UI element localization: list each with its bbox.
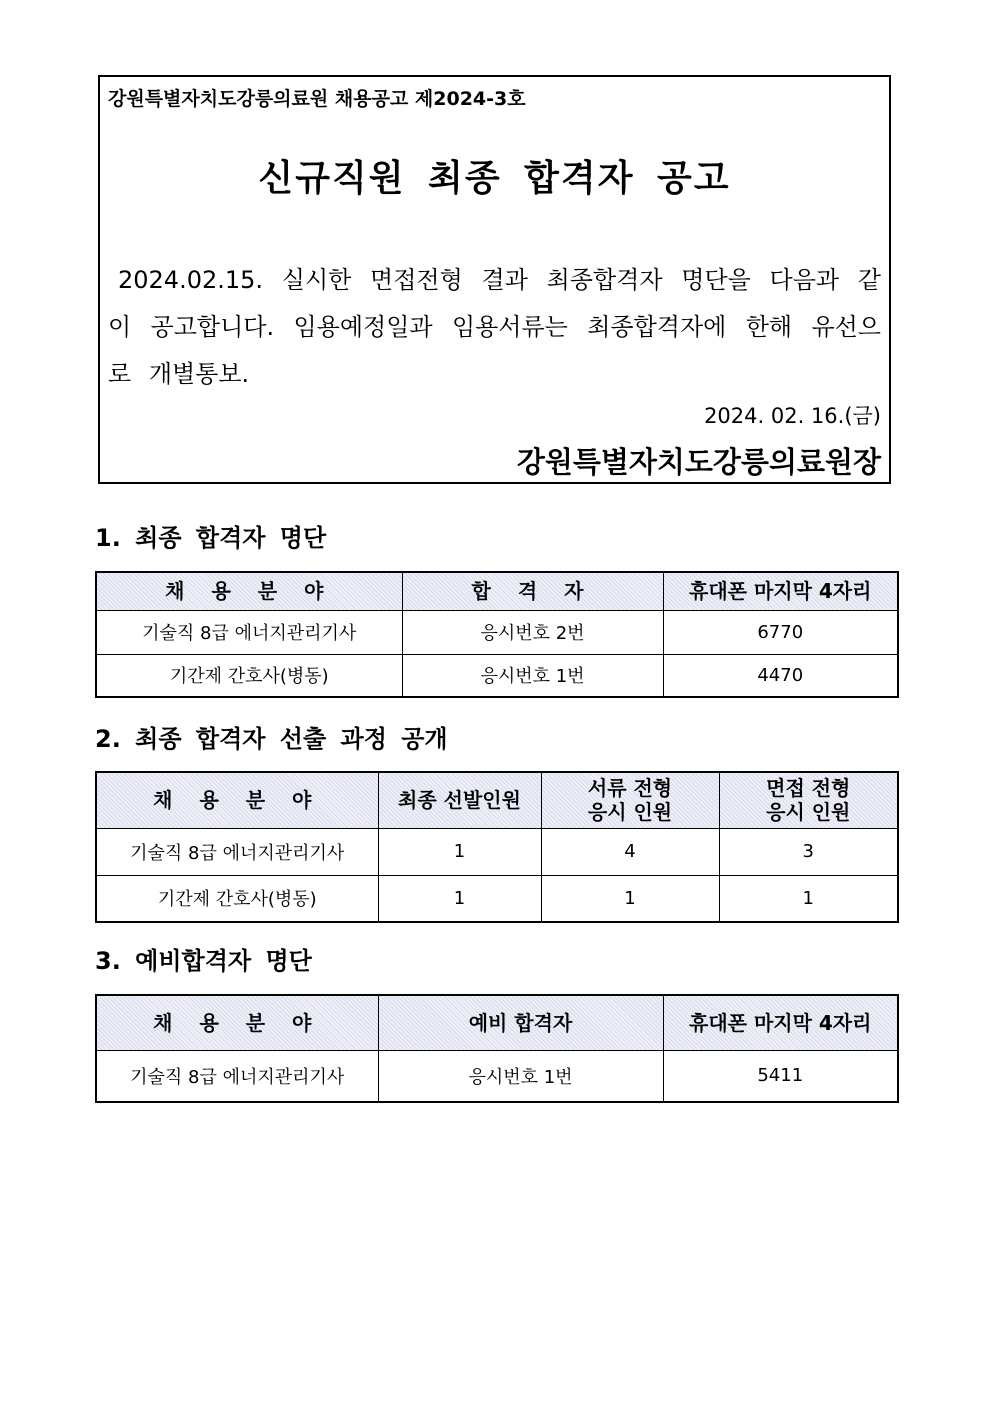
section-1-heading: 1. 최종 합격자 명단 <box>95 524 327 552</box>
cell-field: 기간제 간호사(병동) <box>96 654 402 697</box>
cell-phone: 6770 <box>663 610 898 654</box>
table-row <box>96 828 898 875</box>
col-header-interview-screening <box>719 772 898 828</box>
cell-interview-applicants: 1 <box>719 875 898 922</box>
cell-passer: 응시번호 1번 <box>402 654 663 697</box>
col-header-passer: 합 격 자 <box>402 572 663 610</box>
interview-applicants-label: 응시 인원 <box>766 800 851 825</box>
table-row <box>96 654 898 697</box>
document-applicants-label: 응시 인원 <box>587 800 673 825</box>
cell-field: 기간제 간호사(병동) <box>96 875 378 922</box>
section-3-heading: 3. 예비합격자 명단 <box>95 947 312 975</box>
col-header-document-screening <box>541 772 719 828</box>
table-row <box>96 610 898 654</box>
col-header-field: 채 용 분 야 <box>96 772 378 828</box>
col-header-reserve-passer: 예비 합격자 <box>378 995 663 1050</box>
section-2-heading: 2. 최종 합격자 선출 과정 공개 <box>95 725 448 753</box>
cell-final-selection: 1 <box>378 875 541 922</box>
final-passers-table <box>95 571 899 698</box>
cell-passer: 응시번호 2번 <box>402 610 663 654</box>
cell-field: 기술직 8급 에너지관리기사 <box>96 828 378 875</box>
notice-date: 2024. 02. 16.(금) <box>704 404 881 428</box>
cell-document-applicants: 1 <box>541 875 719 922</box>
cell-document-applicants: 4 <box>541 828 719 875</box>
interview-screening-label: 면접 전형 <box>766 776 851 801</box>
cell-final-selection: 1 <box>378 828 541 875</box>
notice-issuer: 강원특별자치도강릉의료원장 <box>516 445 881 479</box>
cell-phone: 5411 <box>663 1050 898 1102</box>
table-header-row <box>96 772 898 828</box>
cell-interview-applicants: 3 <box>719 828 898 875</box>
document-screening-label: 서류 전형 <box>587 776 673 801</box>
col-header-phone: 휴대폰 마지막 4자리 <box>663 995 898 1050</box>
table-row <box>96 875 898 922</box>
col-header-final-selection: 최종 선발인원 <box>378 772 541 828</box>
table-row <box>96 1050 898 1102</box>
table-header-row <box>96 572 898 610</box>
cell-field: 기술직 8급 에너지관리기사 <box>96 610 402 654</box>
notice-body: 2024.02.15. 실시한 면접전형 결과 최종합격자 명단을 다음과 같이 공고합니다. 임용예정일과 임용서류는 최종합격자에 한해 유선으로 개별통보. <box>108 266 881 388</box>
notice-box <box>98 75 891 484</box>
col-header-field: 채 용 분 야 <box>96 572 402 610</box>
notice-title: 신규직원 최종 합격자 공고 <box>258 158 731 199</box>
notice-number: 강원특별자치도강릉의료원 채용공고 제2024-3호 <box>108 88 526 110</box>
reserve-passers-table <box>95 994 899 1103</box>
col-header-phone: 휴대폰 마지막 4자리 <box>663 572 898 610</box>
cell-phone: 4470 <box>663 654 898 697</box>
cell-reserve-passer: 응시번호 1번 <box>378 1050 663 1102</box>
col-header-field: 채 용 분 야 <box>96 995 378 1050</box>
cell-field: 기술직 8급 에너지관리기사 <box>96 1050 378 1102</box>
table-header-row <box>96 995 898 1050</box>
selection-process-table <box>95 771 899 923</box>
